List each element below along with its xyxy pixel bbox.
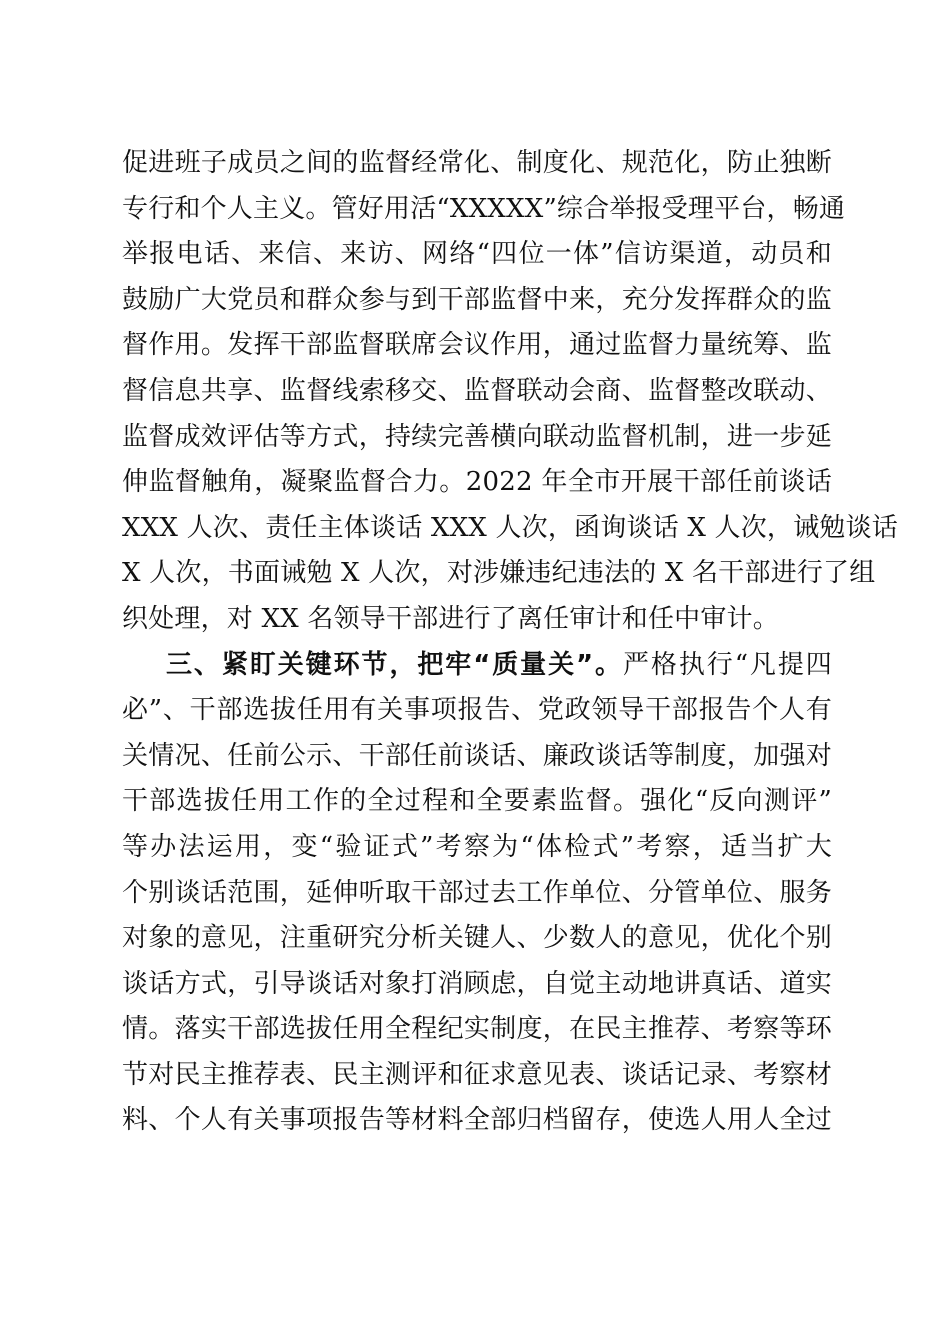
- text-line: 关情况、任前公示、干部任前谈话、廉政谈话等制度，加强对: [122, 740, 832, 771]
- text-line: 鼓励广大党员和群众参与到干部监督中来，充分发挥群众的监: [122, 284, 832, 315]
- text-line: 伸监督触角，凝聚监督合力。2022 年全市开展干部任前谈话: [122, 467, 832, 498]
- text-line: X 人次，书面诫勉 X 人次，对涉嫌违纪违法的 X 名干部进行了组: [122, 558, 876, 589]
- text-line: 等办法运用，变“验证式”考察为“体检式”考察，适当扩大: [122, 831, 832, 862]
- text-line: 监督成效评估等方式，持续完善横向联动监督机制，进一步延: [122, 421, 832, 452]
- text-line: 促进班子成员之间的监督经常化、制度化、规范化，防止独断: [122, 148, 832, 178]
- text-line: 个别谈话范围，延伸听取干部过去工作单位、分管单位、服务: [122, 877, 832, 908]
- body-text: [122, 141, 898, 1144]
- section-heading: 三、紧盯关键环节，把牢“质量关”。: [166, 649, 623, 680]
- text-line: XXX 人次、责任主体谈话 XXX 人次，函询谈话 X 人次，诫勉谈话: [122, 512, 898, 543]
- text-line: 专行和个人主义。管好用活“XXXXX”综合举报受理平台，畅通: [122, 193, 846, 224]
- text-line: 干部选拔任用工作的全过程和全要素监督。强化“反向测评”: [122, 786, 832, 817]
- text-line: 必”、干部选拔任用有关事项报告、党政领导干部报告个人有: [122, 695, 832, 726]
- text-line: 举报电话、来信、来访、网络“四位一体”信访渠道，动员和: [122, 239, 832, 270]
- text-line: 织处理，对 XX 名领导干部进行了离任审计和任中审计。: [122, 603, 779, 634]
- section-heading-rest: 严格执行“凡提四: [622, 649, 832, 680]
- text-line: 对象的意见，注重研究分析关键人、少数人的意见，优化个别: [122, 923, 832, 954]
- text-line: 督信息共享、监督线索移交、监督联动会商、监督整改联动、: [122, 375, 832, 406]
- text-line: 情。落实干部选拔任用全程纪实制度，在民主推荐、考察等环: [122, 1014, 832, 1045]
- text-line: 督作用。发挥干部监督联席会议作用，通过监督力量统筹、监: [122, 330, 832, 361]
- text-line: 料、个人有关事项报告等材料全部归档留存，使选人用人全过: [122, 1105, 832, 1136]
- text-line: 谈话方式，引导谈话对象打消顾虑，自觉主动地讲真话、道实: [122, 968, 832, 999]
- text-line: 节对民主推荐表、民主测评和征求意见表、谈话记录、考察材: [122, 1059, 832, 1090]
- section-heading-line: [122, 643, 832, 689]
